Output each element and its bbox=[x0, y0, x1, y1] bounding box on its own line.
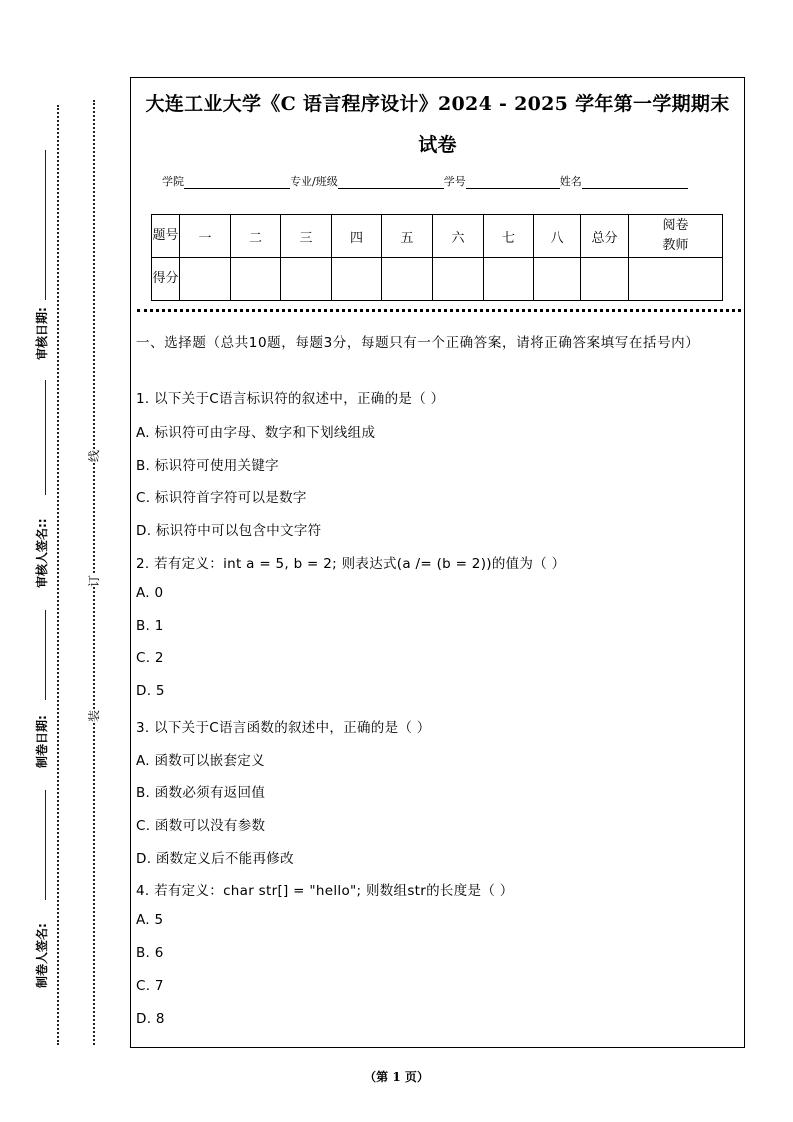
option: D. 函数定义后不能再修改 bbox=[136, 851, 294, 867]
score-cell[interactable] bbox=[332, 258, 382, 301]
binding-char-staple: 订 bbox=[87, 574, 102, 588]
college-field[interactable] bbox=[184, 176, 290, 189]
option: A. 5 bbox=[136, 912, 164, 928]
signature-line bbox=[45, 790, 46, 900]
score-cell[interactable] bbox=[484, 258, 534, 301]
column-header bbox=[629, 215, 723, 258]
option: B. 函数必须有返回值 bbox=[136, 785, 266, 801]
major-class-field[interactable] bbox=[338, 176, 444, 189]
name-field[interactable] bbox=[582, 176, 688, 189]
option: C. 函数可以没有参数 bbox=[136, 818, 266, 834]
question-stem: 1. 以下关于C语言标识符的叙述中，正确的是（ ） bbox=[136, 391, 445, 407]
grader-header-text: 阅卷教师 bbox=[662, 218, 689, 253]
column-header: 八 bbox=[534, 215, 581, 258]
option: C. 标识符首字符可以是数字 bbox=[136, 490, 307, 506]
column-header: 四 bbox=[332, 215, 382, 258]
score-table bbox=[151, 214, 723, 301]
maker-date-label: 制卷日期: bbox=[35, 715, 49, 768]
score-cell[interactable] bbox=[629, 258, 723, 301]
score-table-score-row bbox=[152, 258, 723, 301]
exam-title: 大连工业大学《C 语言程序设计》2024 - 2025 学年第一学期期末 bbox=[145, 93, 730, 115]
question-stem: 4. 若有定义：char str[] = "hello"; 则数组str的长度是（ ） bbox=[136, 883, 514, 899]
column-header: 七 bbox=[484, 215, 534, 258]
option: D. 8 bbox=[136, 1011, 165, 1027]
column-header: 一 bbox=[180, 215, 231, 258]
question-number-header: 题号 bbox=[152, 215, 180, 258]
section-title: 一、选择题（总共10题，每题3分，每题只有一个正确答案，请将正确答案填写在括号内） bbox=[136, 335, 700, 351]
option: A. 函数可以嵌套定义 bbox=[136, 753, 265, 769]
signature-line bbox=[45, 150, 46, 300]
score-header: 得分 bbox=[152, 258, 180, 301]
score-cell[interactable] bbox=[180, 258, 231, 301]
score-cell[interactable] bbox=[382, 258, 433, 301]
exam-title-continued: 试卷 bbox=[418, 134, 457, 156]
reviewer-sign-label: 审核人签名:: bbox=[35, 518, 49, 588]
section-separator bbox=[137, 309, 741, 312]
signature-line bbox=[45, 380, 46, 495]
score-cell[interactable] bbox=[281, 258, 332, 301]
binding-char-line: 线 bbox=[87, 449, 102, 463]
name-label: 姓名 bbox=[559, 175, 582, 188]
score-cell[interactable] bbox=[581, 258, 629, 301]
cut-line bbox=[93, 100, 95, 1045]
student-info-row bbox=[162, 173, 688, 189]
binding-char-bind: 装 bbox=[87, 709, 102, 723]
major-class-label: 专业/班级 bbox=[290, 175, 338, 188]
option: B. 1 bbox=[136, 618, 164, 634]
student-id-field[interactable] bbox=[466, 176, 560, 189]
column-header: 总分 bbox=[581, 215, 629, 258]
score-cell[interactable] bbox=[231, 258, 281, 301]
question-stem: 2. 若有定义：int a = 5, b = 2; 则表达式(a /= (b = 2))的值为（ ） bbox=[136, 556, 566, 572]
column-header: 五 bbox=[382, 215, 433, 258]
column-header: 六 bbox=[433, 215, 484, 258]
option: A. 标识符可由字母、数字和下划线组成 bbox=[136, 425, 376, 441]
signature-line bbox=[45, 610, 46, 700]
option: D. 5 bbox=[136, 683, 165, 699]
column-header: 三 bbox=[281, 215, 332, 258]
question-stem: 3. 以下关于C语言函数的叙述中，正确的是（ ） bbox=[136, 720, 431, 736]
score-cell[interactable] bbox=[433, 258, 484, 301]
score-cell[interactable] bbox=[534, 258, 581, 301]
option: B. 标识符可使用关键字 bbox=[136, 458, 279, 474]
page-number: （第 1 页） bbox=[364, 1070, 429, 1084]
column-header: 二 bbox=[231, 215, 281, 258]
option: A. 0 bbox=[136, 585, 164, 601]
option: D. 标识符中可以包含中文字符 bbox=[136, 523, 322, 539]
dotted-line bbox=[57, 105, 59, 1045]
option: C. 2 bbox=[136, 650, 164, 666]
reviewer-date-label: 审核日期: bbox=[35, 307, 49, 360]
maker-sign-label: 制卷人签名: bbox=[35, 923, 49, 988]
score-table-header-row bbox=[152, 215, 723, 258]
option: B. 6 bbox=[136, 945, 164, 961]
college-label: 学院 bbox=[162, 175, 184, 188]
student-id-label: 学号 bbox=[443, 175, 466, 188]
option: C. 7 bbox=[136, 978, 164, 994]
